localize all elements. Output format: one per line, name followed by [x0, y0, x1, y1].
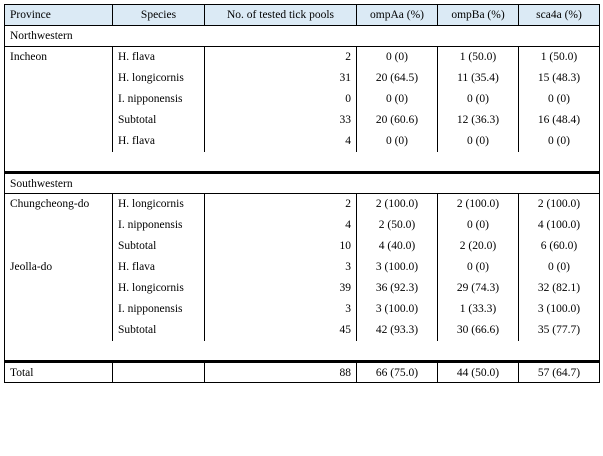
cell-ompba: 0 (0) [438, 89, 519, 110]
cell-sca4a: 2 (100.0) [519, 194, 600, 215]
table-row [5, 278, 600, 299]
group-separator [5, 152, 600, 173]
cell-province: Total [5, 362, 113, 383]
cell-species: Subtotal [113, 236, 205, 257]
cell-species: H. longicornis [113, 194, 205, 215]
cell-ompba: 12 (36.3) [438, 110, 519, 131]
table-row-subtotal [5, 110, 600, 131]
cell-ompaa: 2 (100.0) [357, 194, 438, 215]
cell-ompaa: 4 (40.0) [357, 236, 438, 257]
cell-ompaa: 0 (0) [357, 89, 438, 110]
total-separator [5, 341, 600, 362]
cell-species: H. longicornis [113, 278, 205, 299]
cell-sca4a: 6 (60.0) [519, 236, 600, 257]
group-header-row [5, 26, 600, 47]
cell-ompaa: 42 (93.3) [357, 320, 438, 341]
cell-sca4a: 4 (100.0) [519, 215, 600, 236]
table-header [5, 5, 600, 26]
cell-pools: 4 [205, 215, 357, 236]
cell-ompaa: 36 (92.3) [357, 278, 438, 299]
cell-species: I. nipponensis [113, 215, 205, 236]
group-label-southwestern: Southwestern [5, 173, 600, 194]
cell-sca4a: 32 (82.1) [519, 278, 600, 299]
cell-sca4a: 16 (48.4) [519, 110, 600, 131]
cell-ompaa: 2 (50.0) [357, 215, 438, 236]
cell-pools: 3 [205, 299, 357, 320]
table-row [5, 47, 600, 68]
cell-species: H. flava [113, 47, 205, 68]
cell-sca4a: 15 (48.3) [519, 68, 600, 89]
cell-ompba: 0 (0) [438, 215, 519, 236]
cell-province: Incheon [5, 47, 113, 68]
cell-ompba: 0 (0) [438, 257, 519, 278]
cell-pools: 3 [205, 257, 357, 278]
cell-ompaa: 66 (75.0) [357, 362, 438, 383]
cell-ompba: 30 (66.6) [438, 320, 519, 341]
cell-province [5, 215, 113, 236]
table-row-total [5, 362, 600, 383]
cell-province [5, 110, 113, 131]
column-header-ompba: ompBa (%) [438, 5, 519, 26]
cell-pools: 4 [205, 131, 357, 152]
cell-sca4a: 0 (0) [519, 257, 600, 278]
cell-province [5, 299, 113, 320]
cell-species [113, 362, 205, 383]
cell-ompaa: 0 (0) [357, 47, 438, 68]
cell-province [5, 68, 113, 89]
column-header-sca4a: sca4a (%) [519, 5, 600, 26]
cell-pools: 88 [205, 362, 357, 383]
cell-ompba: 2 (20.0) [438, 236, 519, 257]
cell-ompaa: 3 (100.0) [357, 299, 438, 320]
cell-sca4a: 57 (64.7) [519, 362, 600, 383]
cell-province [5, 89, 113, 110]
column-header-tested-tick-pools: No. of tested tick pools [205, 5, 357, 26]
group-label-northwestern: Northwestern [5, 26, 600, 47]
cell-sca4a: 35 (77.7) [519, 320, 600, 341]
cell-province [5, 278, 113, 299]
column-header-ompaa: ompAa (%) [357, 5, 438, 26]
cell-province: Chungcheong-do [5, 194, 113, 215]
tick-pool-results-table [4, 4, 600, 383]
table-row [5, 68, 600, 89]
cell-ompaa: 20 (60.6) [357, 110, 438, 131]
cell-ompba: 2 (100.0) [438, 194, 519, 215]
cell-ompaa: 3 (100.0) [357, 257, 438, 278]
table-body [5, 26, 600, 383]
table-row [5, 215, 600, 236]
cell-pools: 31 [205, 68, 357, 89]
cell-sca4a: 1 (50.0) [519, 47, 600, 68]
cell-species: H. flava [113, 257, 205, 278]
cell-pools: 2 [205, 47, 357, 68]
cell-species: I. nipponensis [113, 89, 205, 110]
cell-ompba: 29 (74.3) [438, 278, 519, 299]
cell-species: Subtotal [113, 320, 205, 341]
cell-pools: 0 [205, 89, 357, 110]
cell-ompba: 44 (50.0) [438, 362, 519, 383]
table-row-subtotal [5, 236, 600, 257]
cell-ompaa: 20 (64.5) [357, 68, 438, 89]
cell-pools: 45 [205, 320, 357, 341]
table-row [5, 89, 600, 110]
cell-province [5, 131, 113, 152]
table-row [5, 131, 600, 152]
cell-ompaa: 0 (0) [357, 131, 438, 152]
cell-species: H. longicornis [113, 68, 205, 89]
cell-species: I. nipponensis [113, 299, 205, 320]
cell-province: Jeolla-do [5, 257, 113, 278]
cell-ompba: 0 (0) [438, 131, 519, 152]
cell-province [5, 320, 113, 341]
cell-ompba: 1 (50.0) [438, 47, 519, 68]
cell-sca4a: 3 (100.0) [519, 299, 600, 320]
group-header-row [5, 173, 600, 194]
header-row [5, 5, 600, 26]
cell-sca4a: 0 (0) [519, 131, 600, 152]
column-header-province: Province [5, 5, 113, 26]
cell-ompba: 11 (35.4) [438, 68, 519, 89]
cell-pools: 2 [205, 194, 357, 215]
cell-pools: 10 [205, 236, 357, 257]
table-row-subtotal [5, 320, 600, 341]
table-row [5, 299, 600, 320]
column-header-species: Species [113, 5, 205, 26]
table-row [5, 194, 600, 215]
cell-pools: 33 [205, 110, 357, 131]
cell-ompba: 1 (33.3) [438, 299, 519, 320]
table-row [5, 257, 600, 278]
cell-species: Subtotal [113, 110, 205, 131]
cell-sca4a: 0 (0) [519, 89, 600, 110]
cell-province [5, 236, 113, 257]
cell-species: H. flava [113, 131, 205, 152]
cell-pools: 39 [205, 278, 357, 299]
